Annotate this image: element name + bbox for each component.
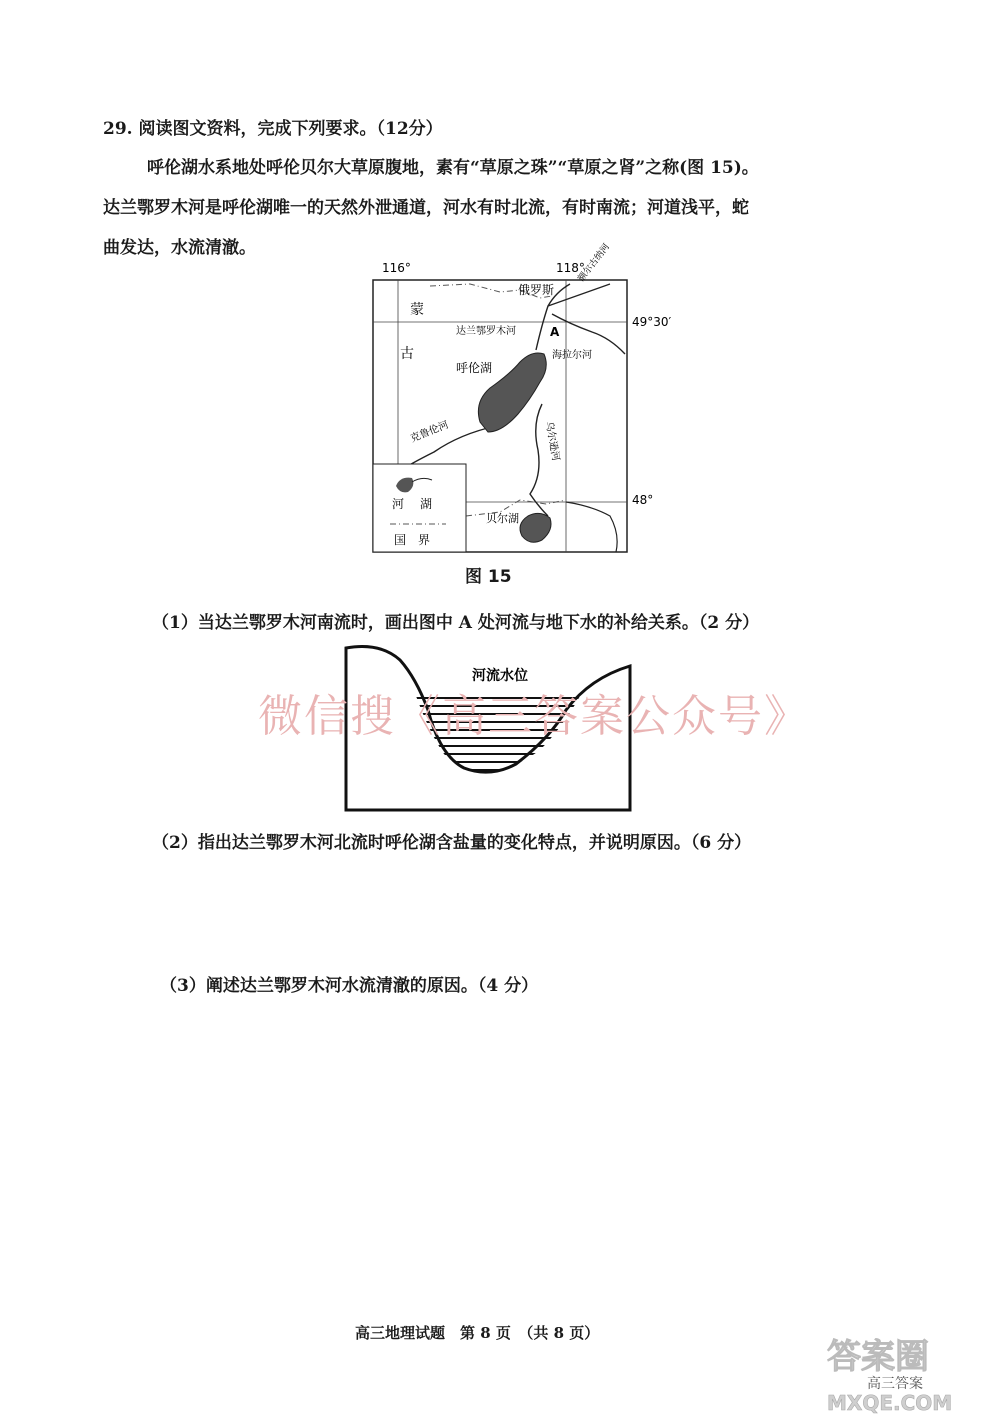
label-point-a: A [550, 325, 560, 339]
logo-line-1: 答案圈 [827, 1337, 929, 1377]
paragraph-line: 达兰鄂罗木河是呼伦湖唯一的天然外泄通道，河水有时北流，有时南流；河道浅平，蛇 [103, 198, 749, 218]
label-hulun: 呼伦湖 [456, 361, 493, 375]
lon-right-label: 118° [556, 261, 585, 275]
legend-lake-label: 湖 [420, 497, 433, 511]
question-title: 29. 阅读图文资料，完成下列要求。（12分） [103, 119, 443, 139]
label-dalan: 达兰鄂罗木河 [456, 326, 516, 337]
label-mongolia-2: 古 [400, 346, 414, 362]
water-level-label: 河流水位 [472, 668, 528, 684]
logo-line-2: 高三答案 [867, 1376, 923, 1392]
label-russia: 俄罗斯 [518, 283, 555, 297]
figure-caption: 图 15 [465, 567, 512, 587]
east-river [566, 502, 617, 552]
sub-question-3: （3）阐述达兰鄂罗木河水流清澈的原因。（4 分） [160, 976, 539, 996]
legend-border-label: 国 界 [394, 533, 431, 547]
sub-question-1: （1）当达兰鄂罗木河南流时，画出图中 A 处河流与地下水的补给关系。（2 分） [152, 613, 760, 633]
hulun-lake-map [370, 242, 672, 564]
label-argun: 额尔古纳河 [576, 242, 613, 284]
lat-bottom-label: 48° [632, 493, 654, 507]
hailar-river [552, 314, 625, 354]
legend-river-label: 河 [392, 497, 405, 511]
label-buir: 贝尔湖 [486, 512, 519, 525]
logo-svg [815, 1330, 985, 1415]
paragraph-line: 呼伦湖水系地处呼伦贝尔大草原腹地，素有“草原之珠”“草原之肾”之称(图 15)。 [147, 158, 759, 178]
logo-line-3: MXQE.COM [827, 1391, 953, 1415]
page-footer: 高三地理试题 第 8 页 （共 8 页） [355, 1324, 600, 1342]
watermark: 微信搜《高三答案公众号》 [258, 691, 810, 742]
argun-river [548, 284, 610, 306]
question-paragraph [103, 148, 903, 268]
site-logo [815, 1330, 985, 1415]
label-kerulen: 克鲁伦河 [409, 419, 451, 445]
lat-top-label: 49°30′ [632, 315, 672, 329]
label-mongolia-1: 蒙 [410, 302, 424, 318]
label-hailar: 海拉尔河 [552, 350, 592, 361]
orshun-river [530, 404, 548, 516]
buir-lake [520, 513, 551, 542]
map-svg [370, 242, 672, 564]
paragraph-line: 曲发达，水流清澈。 [103, 238, 256, 258]
sub-question-2: （2）指出达兰鄂罗木河北流时呼伦湖含盐量的变化特点，并说明原因。（6 分） [152, 833, 752, 853]
label-orshun: 乌尔逊河 [543, 420, 561, 462]
lon-left-label: 116° [382, 261, 411, 275]
